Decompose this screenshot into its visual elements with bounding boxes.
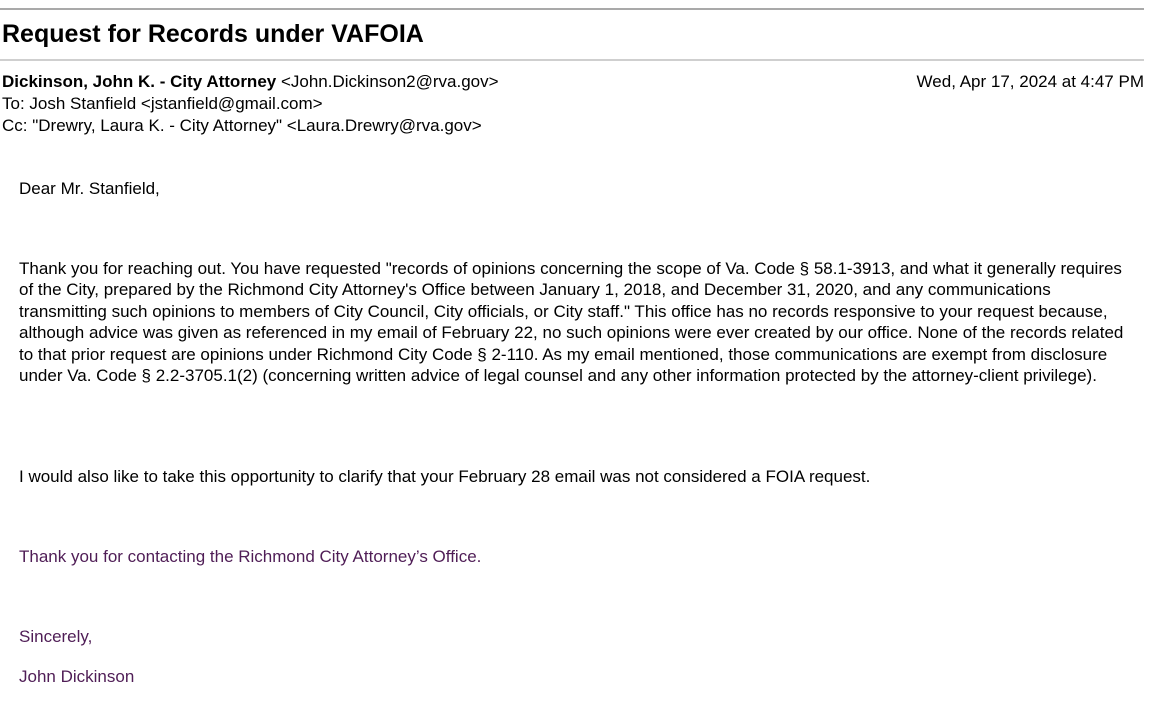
main-paragraph: Thank you for reaching out. You have requested "records of opinions concerning the scope of Va. Code § 58.1-3913, and what it generally requires of the City, prepared by the Richmond City Attorney's Office between January 1, 2018, and December 31, 2020, and any communications transmitting such opinions to members of City Council, City officials, or City staff." This office has no records responsive to your request because, although advice was given as referenced in my email of February 22, no such opinions were ever created by our office. None of the records related to that prior request are opinions under Richmond City Code § 2-110. As my email mentioned, those communications are exempt from disclosure under Va. Code § 2.2-3705.1(2) (concerning written advice of legal counsel and any other information protected by the attorney-client privilege). [19, 259, 1124, 386]
thanks-line: Thank you for contacting the Richmond City Attorney’s Office. [19, 547, 482, 566]
closing-line: Sincerely, [19, 627, 93, 646]
cc-row: Cc: "Drewry, Laura K. - City Attorney" <Laura.Drewry@rva.gov> [2, 116, 482, 135]
greeting: Dear Mr. Stanfield, [19, 179, 160, 198]
email-date: Wed, Apr 17, 2024 at 4:47 PM [916, 72, 1144, 91]
email-header [2, 71, 1144, 137]
clarification-paragraph: I would also like to take this opportunity to clarify that your February 28 email was not considered a FOIA request. [19, 467, 871, 486]
subject-divider [0, 59, 1144, 61]
signature: John Dickinson [19, 667, 135, 686]
sender-name[interactable]: Dickinson, John K. - City Attorney [2, 72, 277, 91]
to-row: To: Josh Stanfield <jstanfield@gmail.com> [2, 94, 323, 113]
email-subject: Request for Records under VAFOIA [2, 20, 424, 48]
top-divider [0, 8, 1144, 10]
sender-address[interactable]: <John.Dickinson2@rva.gov> [280, 72, 499, 91]
